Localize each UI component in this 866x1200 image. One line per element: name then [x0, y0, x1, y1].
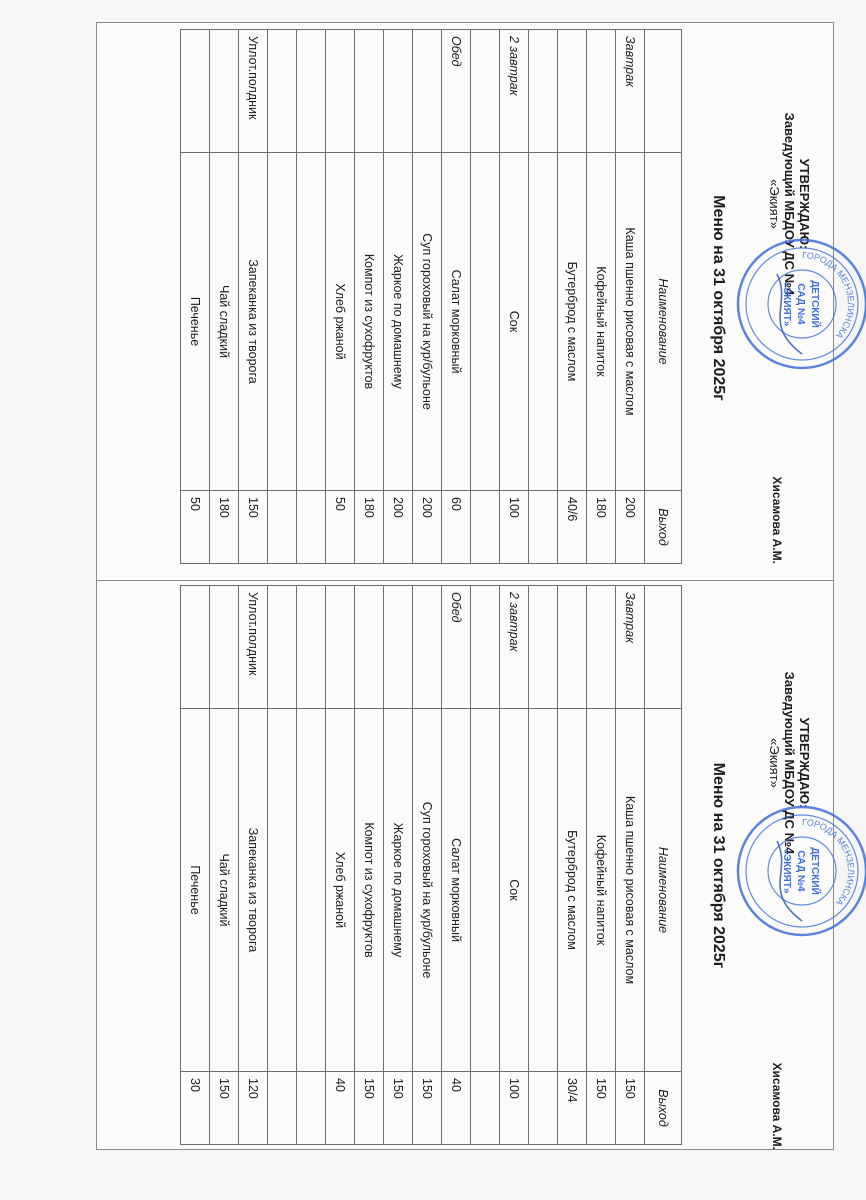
meal-cell — [268, 30, 297, 153]
meal-cell — [268, 586, 297, 709]
portion-cell — [529, 1072, 558, 1145]
portion-cell: 50 — [326, 491, 355, 564]
dish-name-cell: Чай сладкий — [210, 153, 239, 491]
meal-cell — [558, 586, 587, 709]
table-row — [529, 586, 558, 1145]
portion-cell: 150 — [616, 1072, 645, 1145]
dish-name-cell: Запеканка из творога — [239, 709, 268, 1072]
portion-cell — [297, 491, 326, 564]
meal-cell: 2 завтрак — [500, 586, 529, 709]
meal-cell: Завтрак — [616, 30, 645, 153]
page-divider — [96, 580, 834, 581]
meal-cell — [384, 30, 413, 153]
portion-cell: 100 — [500, 491, 529, 564]
portion-cell: 180 — [355, 491, 384, 564]
portion-cell — [471, 1072, 500, 1145]
meal-cell — [326, 30, 355, 153]
header-name: Наименование — [645, 709, 682, 1072]
meal-cell — [384, 586, 413, 709]
portion-cell: 150 — [355, 1072, 384, 1145]
dish-name-cell: Компот из сухофруктов — [355, 709, 384, 1072]
meal-cell — [297, 586, 326, 709]
table-row — [616, 586, 645, 1145]
table-row — [500, 30, 529, 564]
menu-table-body — [181, 30, 645, 564]
portion-cell: 180 — [587, 491, 616, 564]
portion-cell — [268, 1072, 297, 1145]
table-row — [616, 30, 645, 564]
meal-cell — [471, 586, 500, 709]
portion-cell: 60 — [442, 491, 471, 564]
portion-cell: 40 — [442, 1072, 471, 1145]
meal-cell — [471, 30, 500, 153]
menu-table — [180, 29, 682, 564]
table-row — [442, 586, 471, 1145]
stamp-ring-text: ГОРОДА МЕНЗЕЛИНСКА — [801, 249, 857, 341]
portion-cell: 100 — [500, 1072, 529, 1145]
approval-title: УТВЕРЖДАЮ: — [797, 158, 812, 250]
dish-name-cell: Кофейный напиток — [587, 709, 616, 1072]
menu-table-header — [645, 586, 682, 1145]
portion-cell: 50 — [181, 491, 210, 564]
signature-name: Хисамова А.М. — [770, 476, 784, 564]
menu-title: Меню на 31 октября 2025г — [710, 195, 727, 401]
table-row — [210, 586, 239, 1145]
dish-name-cell — [529, 153, 558, 491]
table-row — [413, 30, 442, 564]
portion-cell: 150 — [210, 1072, 239, 1145]
meal-cell: Обед — [442, 586, 471, 709]
meal-cell — [355, 30, 384, 153]
table-row — [558, 586, 587, 1145]
dish-name-cell: Хлеб ржаной — [326, 153, 355, 491]
meal-cell — [210, 586, 239, 709]
approval-position: Заведующий МБДОУ ДС №4 — [782, 112, 797, 296]
dish-name-cell: Салат морковный — [442, 709, 471, 1072]
table-row — [239, 586, 268, 1145]
table-row — [384, 586, 413, 1145]
menu-sheet-rotated — [97, 24, 857, 572]
portion-cell — [471, 491, 500, 564]
meal-cell — [529, 30, 558, 153]
stamp-center-line-3: «ЭКИЯТ» — [781, 848, 792, 894]
meal-cell — [326, 586, 355, 709]
menu-table-body — [181, 586, 645, 1145]
menu-table-header — [645, 30, 682, 564]
portion-cell: 200 — [384, 491, 413, 564]
meal-cell: Уплот.полдник — [239, 30, 268, 153]
table-row — [384, 30, 413, 564]
dish-name-cell: Сок — [500, 709, 529, 1072]
header-name: Наименование — [645, 153, 682, 491]
table-row — [297, 30, 326, 564]
table-row — [239, 30, 268, 564]
table-row — [181, 586, 210, 1145]
portion-cell: 200 — [616, 491, 645, 564]
meal-cell — [181, 586, 210, 709]
meal-cell — [587, 30, 616, 153]
approval-organization: «Экият» — [767, 179, 782, 229]
meal-cell — [587, 586, 616, 709]
table-row — [297, 586, 326, 1145]
table-row — [268, 586, 297, 1145]
dish-name-cell: Сок — [500, 153, 529, 491]
meal-cell — [529, 586, 558, 709]
header-qty: Выход — [645, 491, 682, 564]
stamp-center-line-2: САД №4 — [795, 850, 806, 892]
dish-name-cell — [471, 153, 500, 491]
portion-cell: 180 — [210, 491, 239, 564]
menu-title: Меню на 31 октября 2025г — [710, 762, 727, 969]
table-row — [587, 586, 616, 1145]
dish-name-cell — [268, 709, 297, 1072]
table-row — [326, 586, 355, 1145]
dish-name-cell — [268, 153, 297, 491]
stamp-ring-text: ГОРОДА МЕНЗЕЛИНСКА — [801, 816, 857, 908]
dish-name-cell: Суп гороховый на кур/бульоне — [413, 153, 442, 491]
table-row — [442, 30, 471, 564]
portion-cell: 150 — [384, 1072, 413, 1145]
stamp-center-line-1: ДЕТСКИЙ — [809, 847, 820, 895]
dish-name-cell: Каша пшенно рисовая с маслом — [616, 709, 645, 1072]
meal-cell: Завтрак — [616, 586, 645, 709]
meal-cell — [297, 30, 326, 153]
table-row — [326, 30, 355, 564]
table-row — [587, 30, 616, 564]
table-row — [471, 30, 500, 564]
table-row — [413, 586, 442, 1145]
dish-name-cell: Бутерброд с маслом — [558, 153, 587, 491]
dish-name-cell — [297, 153, 326, 491]
dish-name-cell: Бутерброд с маслом — [558, 709, 587, 1072]
table-row — [471, 586, 500, 1145]
header-meal — [645, 586, 682, 709]
dish-name-cell: Жаркое по домашнему — [384, 709, 413, 1072]
table-row — [268, 30, 297, 564]
approval-title: УТВЕРЖДАЮ: — [797, 717, 812, 809]
dish-name-cell — [529, 709, 558, 1072]
table-row — [355, 30, 384, 564]
portion-cell — [529, 491, 558, 564]
meal-cell: Уплот.полдник — [239, 586, 268, 709]
header-meal — [645, 30, 682, 153]
dish-name-cell: Жаркое по домашнему — [384, 153, 413, 491]
dish-name-cell: Салат морковный — [442, 153, 471, 491]
meal-cell — [413, 30, 442, 153]
approval-organization: «Экият» — [767, 738, 782, 788]
meal-cell — [181, 30, 210, 153]
header-qty: Выход — [645, 1072, 682, 1145]
meal-cell: 2 завтрак — [500, 30, 529, 153]
dish-name-cell: Хлеб ржаной — [326, 709, 355, 1072]
portion-cell: 200 — [413, 491, 442, 564]
portion-cell: 40/6 — [558, 491, 587, 564]
stamp-center-line-3: «ЭКИЯТ» — [781, 281, 792, 327]
dish-name-cell: Кофейный напиток — [587, 153, 616, 491]
table-row — [355, 586, 384, 1145]
portion-cell: 150 — [587, 1072, 616, 1145]
dish-name-cell: Суп гороховый на кур/бульоне — [413, 709, 442, 1072]
table-row — [529, 30, 558, 564]
stamp-center-line-2: САД №4 — [795, 283, 806, 325]
portion-cell: 30/4 — [558, 1072, 587, 1145]
table-row — [500, 586, 529, 1145]
menu-sheet-rotated — [97, 583, 857, 1150]
portion-cell — [297, 1072, 326, 1145]
portion-cell: 40 — [326, 1072, 355, 1145]
dish-name-cell: Запеканка из творога — [239, 153, 268, 491]
menu-table — [180, 585, 682, 1145]
table-row — [181, 30, 210, 564]
signature-name: Хисамова А.М. — [770, 1062, 784, 1150]
stamp-seal — [732, 234, 866, 374]
stamp-center-line-1: ДЕТСКИЙ — [809, 280, 820, 328]
portion-cell: 150 — [413, 1072, 442, 1145]
approval-position: Заведующий МБДОУ ДС №4 — [782, 671, 797, 855]
meal-cell: Обед — [442, 30, 471, 153]
dish-name-cell: Компот из сухофруктов — [355, 153, 384, 491]
portion-cell: 120 — [239, 1072, 268, 1145]
dish-name-cell: Каша пшенно рисовая с маслом — [616, 153, 645, 491]
stamp-seal — [732, 801, 866, 941]
portion-cell: 150 — [239, 491, 268, 564]
meal-cell — [210, 30, 239, 153]
meal-cell — [413, 586, 442, 709]
table-row — [558, 30, 587, 564]
dish-name-cell: Печенье — [181, 709, 210, 1072]
dish-name-cell: Печенье — [181, 153, 210, 491]
table-row — [210, 30, 239, 564]
portion-cell — [268, 491, 297, 564]
dish-name-cell: Чай сладкий — [210, 709, 239, 1072]
dish-name-cell — [297, 709, 326, 1072]
meal-cell — [558, 30, 587, 153]
dish-name-cell — [471, 709, 500, 1072]
portion-cell: 30 — [181, 1072, 210, 1145]
meal-cell — [355, 586, 384, 709]
